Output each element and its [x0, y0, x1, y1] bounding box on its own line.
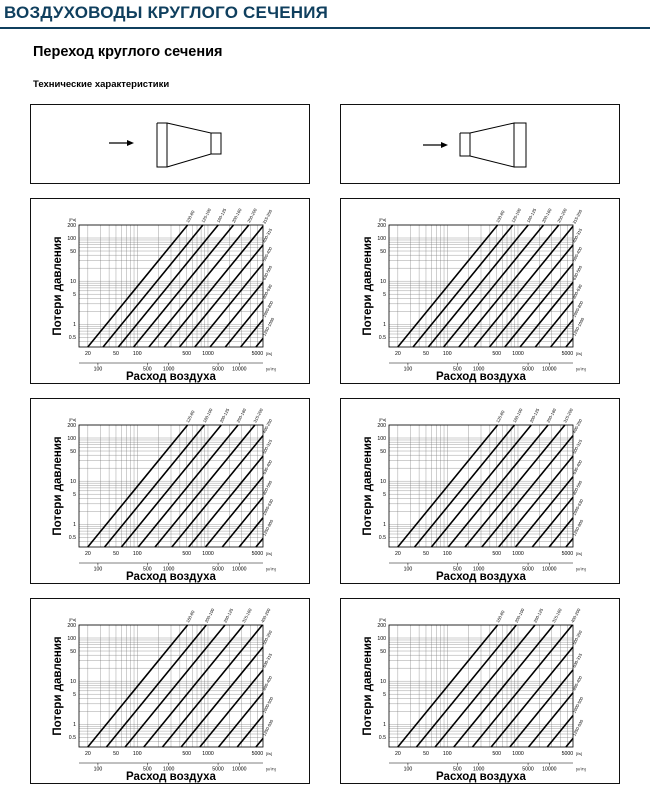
series-label: 1000-800	[261, 300, 275, 319]
series-label: 1000-500	[261, 696, 275, 714]
y-tick-label: 1	[383, 322, 386, 329]
chart-1-svg	[31, 199, 311, 385]
series-label: 125-100	[510, 207, 522, 224]
y-tick-label: 50	[380, 648, 386, 655]
x-tick-label: 50	[113, 351, 119, 357]
series-label: 160-100	[511, 407, 524, 424]
y-tick-label: 200	[67, 422, 76, 429]
chart-2	[340, 198, 620, 384]
y-unit-label: [Pa]	[69, 418, 76, 422]
secondary-unit-label: [m³/h]	[576, 567, 586, 572]
secondary-tick-label: 10000	[542, 566, 557, 573]
series-line	[256, 338, 263, 347]
series-label: 630-315	[571, 652, 584, 669]
x-tick-label: 1000	[202, 551, 214, 557]
diagram-narrowing	[30, 104, 310, 184]
series-line	[510, 670, 573, 747]
series-line	[505, 264, 573, 347]
x-tick-label: 5000	[561, 551, 574, 557]
series-line	[222, 497, 263, 547]
y-tick-label: 200	[377, 622, 386, 629]
y-tick-label: 10	[70, 479, 76, 486]
x-tick-label: 20	[394, 351, 401, 357]
series-label: 800-630	[261, 283, 274, 300]
secondary-tick-label: 500	[143, 766, 152, 773]
x-tick-label: 100	[442, 551, 452, 557]
x-unit-label: [l/s]	[576, 352, 582, 356]
x-tick-label: 1000	[202, 751, 214, 757]
y-tick-label: 1	[73, 722, 76, 729]
x-tick-label: 50	[423, 351, 429, 357]
series-label: 1000-630	[261, 498, 275, 517]
series-label: 1250-1000	[571, 316, 586, 337]
series-label: 500-400	[571, 246, 584, 263]
x-tick-label: 5000	[251, 551, 264, 557]
x-tick-label: 1000	[512, 751, 524, 757]
y-tick-label: 0.5	[68, 335, 76, 342]
secondary-tick-label: 100	[93, 366, 103, 373]
y-tick-label: 200	[377, 222, 386, 229]
x-tick-label: 20	[84, 351, 91, 357]
secondary-tick-label: 1000	[472, 366, 485, 373]
x-axis-title: Расход воздуха	[126, 571, 216, 583]
series-label: 315-200	[252, 407, 264, 424]
y-tick-label: 5	[383, 492, 386, 499]
series-label: 315-250	[261, 208, 274, 225]
y-axis-title: Потери давления	[52, 436, 64, 536]
series-label: 250-125	[532, 607, 545, 624]
x-unit-label: [l/s]	[266, 752, 272, 756]
series-label: 315-200	[562, 407, 574, 424]
x-tick-label: 500	[182, 751, 192, 757]
series-label: 160-100	[201, 407, 214, 424]
series-label: 500-315	[571, 438, 584, 455]
series-label: 400-250	[571, 418, 584, 435]
y-tick-label: 100	[67, 435, 76, 442]
y-tick-label: 1	[73, 522, 76, 529]
series-label: 500-250	[261, 629, 274, 646]
series-label: 500-400	[261, 246, 274, 263]
x-tick-label: 500	[492, 751, 502, 757]
x-tick-label: 100	[442, 751, 452, 757]
y-tick-label: 1	[383, 722, 386, 729]
series-label: 1250-630	[571, 718, 585, 737]
secondary-unit-label: [m³/h]	[266, 567, 276, 572]
x-unit-label: [l/s]	[576, 752, 582, 756]
y-tick-label: 100	[377, 635, 386, 642]
series-label: 160-125	[525, 207, 538, 224]
series-line	[566, 738, 573, 747]
series-label: 400-200	[259, 607, 272, 624]
y-axis-title: Потери давления	[52, 236, 64, 336]
x-axis-title: Расход воздуха	[436, 571, 526, 583]
y-unit-label: [Pa]	[69, 218, 76, 222]
chart-2-svg	[341, 199, 621, 385]
secondary-tick-label: 1000	[162, 366, 175, 373]
series-line	[189, 456, 263, 547]
x-unit-label: [l/s]	[266, 352, 272, 356]
y-tick-label: 50	[70, 448, 76, 455]
secondary-tick-label: 5000	[522, 566, 534, 573]
series-label: 1250-630	[261, 718, 275, 737]
y-tick-label: 0.5	[68, 535, 76, 542]
y-tick-label: 10	[380, 479, 386, 486]
series-line	[219, 693, 263, 747]
series-label: 125-100	[200, 207, 212, 224]
series-label: 800-500	[261, 479, 274, 496]
secondary-tick-label: 100	[403, 366, 413, 373]
series-line	[491, 647, 573, 747]
series-line	[482, 436, 573, 547]
page-header-title: ВОЗДУХОВОДЫ КРУГЛОГО СЕЧЕНИЯ	[4, 3, 329, 22]
y-tick-label: 10	[380, 279, 386, 286]
series-label: 125-80	[495, 409, 506, 424]
series-line	[566, 538, 573, 547]
x-tick-label: 1000	[512, 551, 524, 557]
secondary-unit-label: [m³/h]	[576, 367, 586, 372]
y-tick-label: 200	[67, 222, 76, 229]
secondary-tick-label: 10000	[542, 366, 557, 373]
secondary-tick-label: 100	[93, 766, 103, 773]
series-label: 200-160	[540, 207, 553, 224]
series-label: 500-315	[261, 438, 274, 455]
series-label: 160-80	[495, 609, 506, 624]
x-tick-label: 100	[132, 751, 142, 757]
y-tick-label: 10	[70, 679, 76, 686]
series-line	[200, 670, 263, 747]
chart-6	[340, 598, 620, 784]
series-label: 400-250	[261, 418, 274, 435]
y-tick-label: 5	[383, 292, 386, 299]
series-label: 630-500	[261, 264, 274, 281]
x-axis-title: Расход воздуха	[436, 771, 526, 783]
secondary-tick-label: 10000	[542, 766, 557, 773]
y-tick-label: 200	[67, 622, 76, 629]
series-label: 1000-800	[571, 300, 585, 319]
y-axis-title: Потери давления	[362, 436, 374, 536]
series-line	[515, 477, 573, 547]
series-label: 200-125	[218, 407, 231, 424]
secondary-unit-label: [m³/h]	[576, 767, 586, 772]
series-label: 1250-800	[571, 518, 585, 537]
x-tick-label: 100	[442, 351, 452, 357]
chart-3-svg	[31, 399, 311, 585]
series-label: 1000-500	[571, 696, 585, 714]
secondary-tick-label: 5000	[522, 766, 534, 773]
secondary-tick-label: 5000	[522, 366, 534, 373]
secondary-tick-label: 5000	[212, 566, 224, 573]
secondary-tick-label: 1000	[472, 566, 485, 573]
y-axis-title: Потери давления	[362, 636, 374, 736]
series-label: 800-400	[571, 675, 584, 692]
series-label: 250-160	[235, 407, 248, 424]
secondary-tick-label: 10000	[232, 366, 247, 373]
y-tick-label: 100	[377, 435, 386, 442]
series-line	[256, 738, 263, 747]
chart-1	[30, 198, 310, 384]
x-tick-label: 5000	[251, 751, 264, 757]
y-tick-label: 5	[73, 492, 76, 499]
secondary-tick-label: 500	[143, 566, 152, 573]
x-tick-label: 100	[132, 351, 142, 357]
y-tick-label: 10	[70, 279, 76, 286]
x-tick-label: 500	[492, 551, 502, 557]
y-axis-title: Потери давления	[362, 236, 374, 336]
y-tick-label: 5	[73, 692, 76, 699]
x-tick-label: 50	[423, 551, 429, 557]
series-label: 250-200	[246, 207, 258, 224]
series-label: 800-500	[571, 479, 584, 496]
series-label: 315-160	[551, 607, 563, 624]
y-unit-label: [Pa]	[379, 618, 386, 622]
x-tick-label: 500	[182, 351, 192, 357]
series-label: 200-125	[528, 407, 541, 424]
series-line	[529, 693, 573, 747]
series-line	[195, 264, 263, 347]
series-line	[566, 338, 573, 347]
series-label: 1000-630	[571, 498, 585, 517]
x-tick-label: 20	[394, 551, 401, 557]
secondary-unit-label: [m³/h]	[266, 767, 276, 772]
y-tick-label: 100	[67, 235, 76, 242]
y-tick-label: 50	[380, 248, 386, 255]
series-label: 250-125	[222, 607, 235, 624]
series-label: 250-200	[556, 207, 568, 224]
series-label: 160-80	[185, 609, 196, 624]
secondary-tick-label: 100	[93, 566, 103, 573]
x-unit-label: [l/s]	[576, 552, 582, 556]
secondary-tick-label: 500	[143, 366, 152, 373]
diagram-widening	[340, 104, 620, 184]
x-tick-label: 5000	[251, 351, 264, 357]
series-label: 315-250	[571, 208, 584, 225]
series-label: 1250-1000	[261, 316, 276, 337]
series-label: 400-315	[261, 227, 274, 244]
series-label: 250-160	[545, 407, 558, 424]
x-tick-label: 100	[132, 551, 142, 557]
x-tick-label: 50	[113, 551, 119, 557]
series-label: 400-200	[569, 607, 582, 624]
series-label: 800-630	[571, 283, 584, 300]
series-line	[499, 456, 573, 547]
x-tick-label: 50	[423, 751, 429, 757]
secondary-tick-label: 1000	[162, 766, 175, 773]
series-label: 200-160	[230, 207, 243, 224]
secondary-tick-label: 1000	[472, 766, 485, 773]
y-axis-title: Потери давления	[52, 636, 64, 736]
series-label: 400-315	[571, 227, 584, 244]
series-label: 800-400	[261, 675, 274, 692]
secondary-tick-label: 100	[403, 766, 413, 773]
secondary-unit-label: [m³/h]	[266, 367, 276, 372]
x-tick-label: 20	[394, 751, 401, 757]
series-line	[164, 226, 263, 347]
series-label: 200-100	[513, 607, 526, 624]
y-unit-label: [Pa]	[379, 218, 386, 222]
secondary-tick-label: 10000	[232, 766, 247, 773]
chart-3	[30, 398, 310, 584]
y-tick-label: 0.5	[378, 335, 386, 342]
x-tick-label: 5000	[561, 751, 574, 757]
chart-5-svg	[31, 599, 311, 785]
x-unit-label: [l/s]	[266, 552, 272, 556]
y-unit-label: [Pa]	[379, 418, 386, 422]
secondary-tick-label: 500	[453, 566, 462, 573]
series-line	[474, 226, 573, 347]
transition-widening-drawing	[341, 105, 621, 185]
series-label: 100-80	[185, 209, 196, 224]
secondary-tick-label: 500	[453, 766, 462, 773]
series-label: 630-400	[261, 459, 274, 476]
series-label: 315-160	[241, 607, 253, 624]
series-label: 200-100	[203, 607, 216, 624]
x-tick-label: 1000	[202, 351, 214, 357]
y-tick-label: 50	[70, 648, 76, 655]
series-label: 1250-800	[261, 518, 275, 537]
series-line	[205, 477, 263, 547]
x-tick-label: 50	[113, 751, 119, 757]
secondary-tick-label: 500	[453, 366, 462, 373]
series-line	[532, 497, 573, 547]
chart-4-svg	[341, 399, 621, 585]
x-tick-label: 20	[84, 751, 91, 757]
series-label: 100-80	[495, 209, 506, 224]
secondary-tick-label: 100	[403, 566, 413, 573]
chart-6-svg	[341, 599, 621, 785]
y-tick-label: 5	[73, 292, 76, 299]
y-tick-label: 1	[73, 322, 76, 329]
secondary-tick-label: 5000	[212, 366, 224, 373]
y-tick-label: 10	[380, 679, 386, 686]
x-tick-label: 500	[182, 551, 192, 557]
series-line	[181, 647, 263, 747]
series-label: 500-250	[571, 629, 584, 646]
y-tick-label: 100	[377, 235, 386, 242]
secondary-tick-label: 5000	[212, 766, 224, 773]
y-tick-label: 0.5	[378, 535, 386, 542]
series-line	[256, 538, 263, 547]
series-label: 630-500	[571, 264, 584, 281]
x-axis-title: Расход воздуха	[126, 771, 216, 783]
y-tick-label: 0.5	[68, 735, 76, 742]
series-label: 630-315	[261, 652, 274, 669]
page-subtitle: Переход круглого сечения	[33, 44, 223, 60]
x-tick-label: 1000	[512, 351, 524, 357]
y-tick-label: 50	[380, 448, 386, 455]
secondary-tick-label: 1000	[162, 566, 175, 573]
series-label: 630-400	[571, 459, 584, 476]
section-label: Технические характеристики	[33, 79, 170, 90]
x-tick-label: 5000	[561, 351, 574, 357]
chart-4	[340, 398, 620, 584]
y-tick-label: 200	[377, 422, 386, 429]
y-tick-label: 100	[67, 635, 76, 642]
y-tick-label: 50	[70, 248, 76, 255]
secondary-tick-label: 10000	[232, 566, 247, 573]
y-tick-label: 1	[383, 522, 386, 529]
transition-narrowing-drawing	[31, 105, 311, 185]
y-tick-label: 5	[383, 692, 386, 699]
x-axis-title: Расход воздуха	[126, 371, 216, 383]
y-tick-label: 0.5	[378, 735, 386, 742]
series-label: 125-80	[185, 409, 196, 424]
x-axis-title: Расход воздуха	[436, 371, 526, 383]
x-tick-label: 500	[492, 351, 502, 357]
y-unit-label: [Pa]	[69, 618, 76, 622]
series-line	[172, 436, 263, 547]
chart-5	[30, 598, 310, 784]
series-label: 160-125	[215, 207, 228, 224]
x-tick-label: 20	[84, 551, 91, 557]
header-divider	[0, 27, 650, 29]
